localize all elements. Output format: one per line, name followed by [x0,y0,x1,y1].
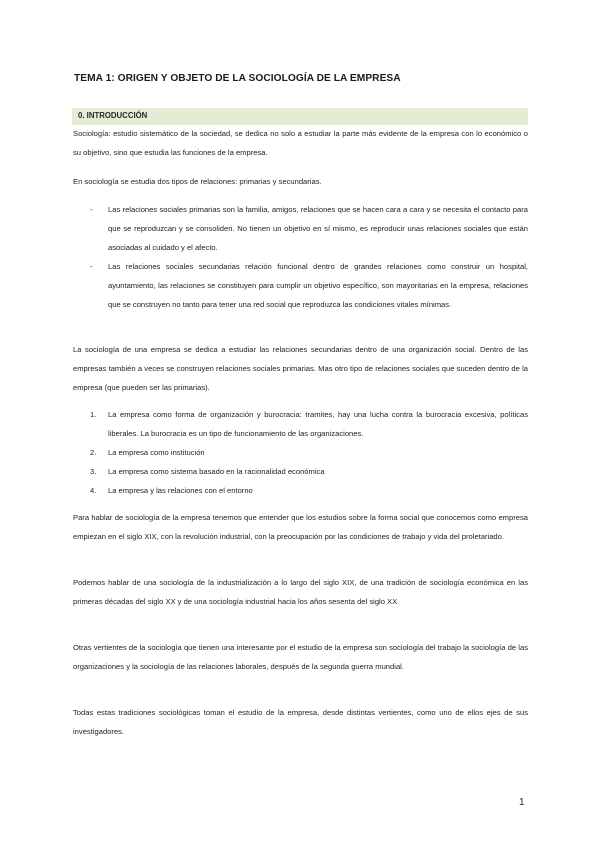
relations-bullet-list [73,200,528,314]
paragraph-traditions: Todas estas tradiciones sociológicas toman el estudio de la empresa, desde distintas vertientes, como uno de ellos ejes de sus investigadores. [73,708,528,736]
section-heading-bar [72,108,528,125]
list-item-text: La empresa como sistema basado en la racionalidad económica [108,467,325,476]
list-item-text: La empresa y las relaciones con el entorno [108,486,253,495]
list-item [73,405,528,443]
list-item [73,257,528,314]
list-item [73,200,528,257]
bullet-text: Las relaciones sociales secundarias relación funcional dentro de grandes relaciones como construir un hospital, ayuntamiento, las relaciones se constituyen para cumplir un objetivo específico, son mayoritarias en la empresa, relaciones que se construyen no tanto para tener una red social que reproduzca las condiciones vitales mínimas. [108,262,528,309]
paragraph-definition: Sociología: estudio sistemático de la sociedad, se dedica no solo a estudiar la parte más evidente de la empresa con lo económico o su objetivo, sino que estudia las funciones de la empresa. [73,129,528,157]
page-number: 1 [519,797,525,808]
paragraph-history: Para hablar de sociología de la empresa tenemos que entender que los estudios sobre la forma social que conocemos como empresa empiezan en el siglo XIX, con la revolución industrial, con la preocupación por las condiciones de trabajo y vida del proletariado. [73,513,528,541]
list-item-text: La empresa como forma de organización y burocracia: tramites, hay una lucha contra la burocracia excesiva, políticas liberales. La burocracia es un tipo de funcionamiento de las organizaciones. [108,410,528,438]
paragraph-relation-types: En sociología se estudia dos tipos de relaciones: primarias y secundarias. [73,177,322,186]
list-item [73,481,528,500]
list-item [73,462,528,481]
bullet-marker: - [90,205,93,214]
numbered-list [73,405,528,500]
paragraph-other-branches: Otras vertientes de la sociología que tienen una interesante por el estudio de la empresa son sociología del trabajo la sociología de las organizaciones y la sociología de las relaciones laborales, después de la segunda guerra mundial. [73,643,528,671]
list-number: 2. [90,448,97,457]
paragraph-company-sociology: La sociología de una empresa se dedica a estudiar las relaciones secundarias dentro de una organización social. Dentro de las empresas también a veces se construyen relaciones sociales primarias. Mas otro tipo de relaciones sociales que suceden dentro de la empresa (que pueden ser las primarias). [73,345,528,392]
bullet-text: Las relaciones sociales primarias son la familia, amigos, relaciones que se hacen cara a cara y se necesita el contacto para que se reproduzcan y se consoliden. No tienen un objetivo en sí mismo, es reproducir unas relaciones sociales que están asociadas al cuidado y el afecto. [108,205,528,252]
list-number: 1. [90,410,97,419]
document-title: TEMA 1: ORIGEN Y OBJETO DE LA SOCIOLOGÍA DE LA EMPRESA [74,73,401,84]
list-item [73,443,528,462]
list-number: 4. [90,486,97,495]
bullet-marker: - [90,262,93,271]
list-item-text: La empresa como institución [108,448,205,457]
list-number: 3. [90,467,97,476]
paragraph-industrialization: Podemos hablar de una sociología de la industrialización a lo largo del siglo XIX, de una tradición de sociología económica en las primeras décadas del siglo XX y de una sociología industrial hacia los años sesenta del siglo XX [73,578,528,606]
section-heading: 0. INTRODUCCIÓN [78,111,148,120]
